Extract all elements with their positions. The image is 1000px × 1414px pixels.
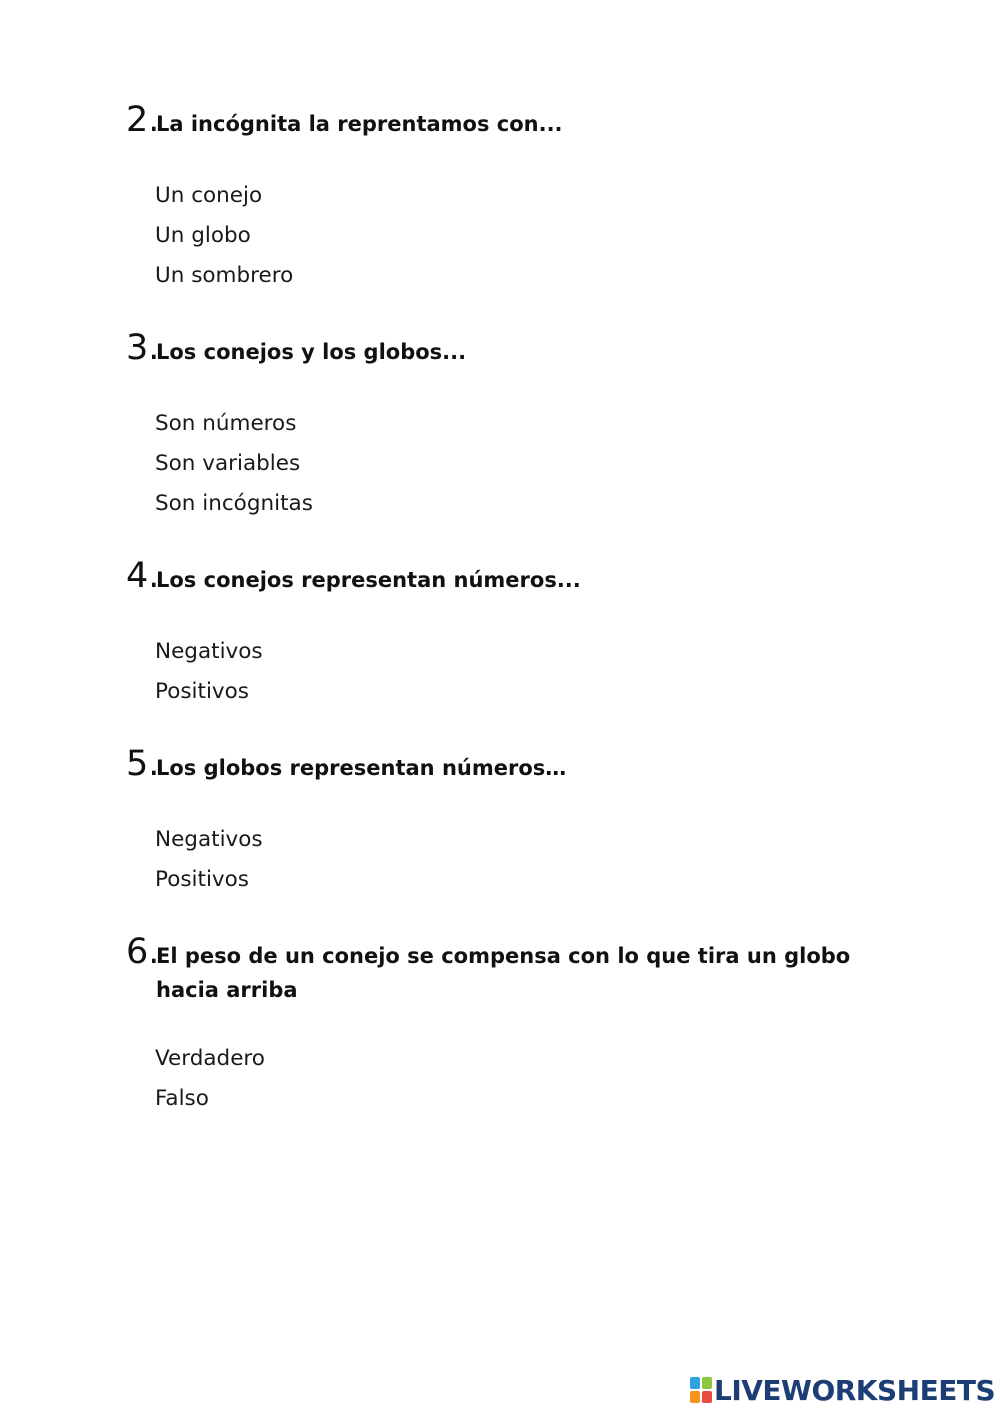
option-un-sombrero[interactable]: Un sombrero xyxy=(155,263,294,288)
logo-square xyxy=(702,1391,712,1403)
question-text: Los conejos y los globos... xyxy=(156,340,467,364)
option-un-conejo[interactable]: Un conejo xyxy=(155,183,263,208)
question-text: La incógnita la reprentamos con... xyxy=(156,112,563,136)
option-positivos[interactable]: Positivos xyxy=(155,867,250,892)
question-number: 6. xyxy=(126,932,160,972)
question-number: 3. xyxy=(126,328,160,368)
option-un-globo[interactable]: Un globo xyxy=(155,223,251,248)
logo-text: LIVEWORKSHEETS xyxy=(714,1373,996,1407)
option-positivos[interactable]: Positivos xyxy=(155,679,250,704)
question-number: 5. xyxy=(126,744,160,784)
option-son-variables[interactable]: Son variables xyxy=(155,451,301,476)
question-2 xyxy=(126,100,886,141)
question-6 xyxy=(126,932,886,1007)
logo-square xyxy=(702,1377,712,1389)
option-negativos[interactable]: Negativos xyxy=(155,827,263,852)
question-text: El peso de un conejo se compensa con lo que tira un globo hacia arriba xyxy=(156,944,851,1002)
question-text: Los conejos representan números... xyxy=(156,568,581,592)
option-son-numeros[interactable]: Son números xyxy=(155,411,297,436)
question-text: Los globos representan números… xyxy=(156,756,567,780)
question-5 xyxy=(126,744,886,785)
question-number: 4. xyxy=(126,556,160,596)
logo-square xyxy=(690,1377,700,1389)
question-3 xyxy=(126,328,886,369)
option-verdadero[interactable]: Verdadero xyxy=(155,1046,265,1071)
option-son-incognitas[interactable]: Son incógnitas xyxy=(155,491,313,516)
logo-mark-icon xyxy=(690,1377,712,1403)
logo-square xyxy=(690,1391,700,1403)
liveworksheets-logo xyxy=(690,1374,995,1406)
question-4 xyxy=(126,556,886,597)
question-number: 2. xyxy=(126,100,160,140)
option-falso[interactable]: Falso xyxy=(155,1086,209,1111)
option-negativos[interactable]: Negativos xyxy=(155,639,263,664)
